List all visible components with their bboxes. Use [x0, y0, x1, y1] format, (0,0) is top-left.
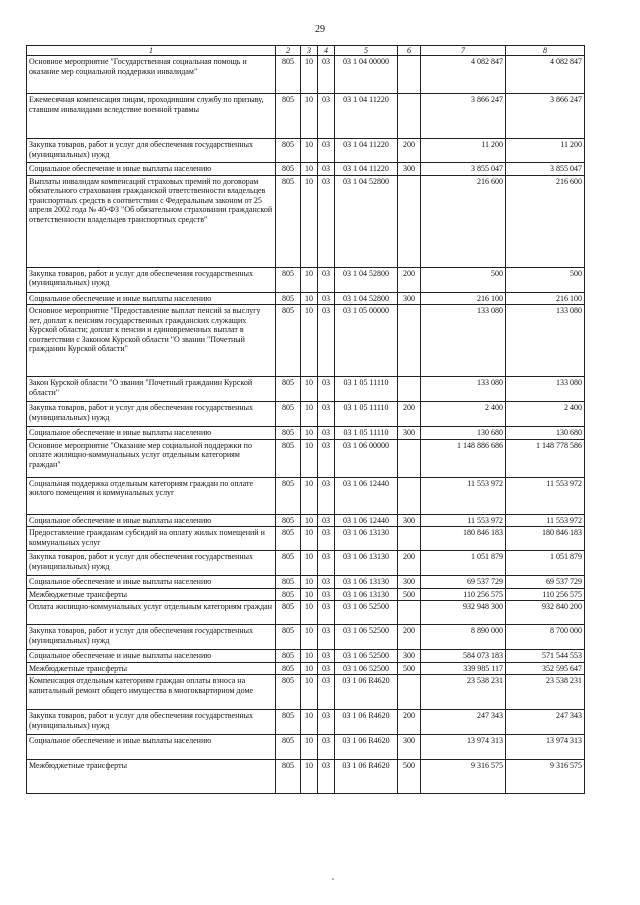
cell-target-article: 03 1 05 00000 — [335, 305, 398, 377]
cell-section: 10 — [301, 139, 318, 163]
cell-section: 10 — [301, 402, 318, 427]
cell-amount-2: 216 600 — [506, 175, 585, 267]
cell-amount-2: 352 595 647 — [506, 662, 585, 675]
cell-expense-type: 300 — [398, 163, 421, 176]
cell-expense-type — [398, 527, 421, 551]
cell-subsection: 03 — [318, 514, 335, 527]
cell-target-article: 03 1 06 52500 — [335, 650, 398, 663]
cell-amount-2: 571 544 553 — [506, 650, 585, 663]
cell-target-article: 03 1 06 13130 — [335, 576, 398, 589]
cell-amount-1: 339 985 117 — [421, 662, 506, 675]
cell-expense-type: 300 — [398, 292, 421, 305]
cell-target-article: 03 1 06 00000 — [335, 439, 398, 477]
table-row — [27, 56, 585, 94]
cell-target-article: 03 1 05 11110 — [335, 402, 398, 427]
column-header: 3 — [301, 46, 318, 56]
cell-target-article: 03 1 06 12440 — [335, 477, 398, 514]
cell-ved: 805 — [276, 710, 301, 735]
table-row — [27, 439, 585, 477]
cell-amount-1: 9 316 575 — [421, 760, 506, 794]
cell-amount-1: 1 148 886 686 — [421, 439, 506, 477]
column-header: 7 — [421, 46, 506, 56]
column-header: 8 — [506, 46, 585, 56]
table-row — [27, 292, 585, 305]
cell-amount-2: 133 080 — [506, 377, 585, 402]
cell-amount-2: 11 200 — [506, 139, 585, 163]
cell-amount-1: 1 051 879 — [421, 551, 506, 576]
cell-subsection: 03 — [318, 139, 335, 163]
cell-amount-2: 110 256 575 — [506, 588, 585, 601]
cell-section: 10 — [301, 601, 318, 625]
cell-target-article: 03 1 06 13130 — [335, 588, 398, 601]
cell-amount-2: 130 680 — [506, 427, 585, 440]
row-name: Компенсация отдельным категориям граждан оплаты взноса на капитальный ремонт общего имущества в многоквартирном доме — [27, 675, 276, 710]
cell-ved: 805 — [276, 601, 301, 625]
cell-amount-1: 8 890 000 — [421, 625, 506, 650]
cell-ved: 805 — [276, 477, 301, 514]
row-name: Закупка товаров, работ и услуг для обеспечения государственных (муниципальных) нужд — [27, 402, 276, 427]
column-header: 1 — [27, 46, 276, 56]
cell-expense-type: 200 — [398, 625, 421, 650]
cell-amount-1: 932 948 300 — [421, 601, 506, 625]
table-row — [27, 427, 585, 440]
cell-target-article: 03 1 06 52500 — [335, 601, 398, 625]
cell-expense-type — [398, 675, 421, 710]
cell-amount-1: 13 974 313 — [421, 735, 506, 760]
cell-amount-2: 1 051 879 — [506, 551, 585, 576]
cell-section: 10 — [301, 292, 318, 305]
cell-target-article: 03 1 06 12440 — [335, 514, 398, 527]
row-name: Социальная поддержка отдельным категориям граждан по оплате жилого помещения и коммунальных услуг — [27, 477, 276, 514]
cell-expense-type — [398, 439, 421, 477]
table-row — [27, 139, 585, 163]
cell-ved: 805 — [276, 625, 301, 650]
table-row — [27, 305, 585, 377]
cell-subsection: 03 — [318, 662, 335, 675]
cell-amount-1: 133 080 — [421, 377, 506, 402]
row-name: Основное мероприятие "Предоставление выплат пенсий за выслугу лет, доплат к пенсиям государственных гражданских служащих Курской области; доплат к пенсии и единовременных выплат в соответствии с Законом Курской области "О звании "Почетный гражданин Курской области" — [27, 305, 276, 377]
row-name: Межбюджетные трансферты — [27, 662, 276, 675]
cell-subsection: 03 — [318, 427, 335, 440]
cell-amount-2: 13 974 313 — [506, 735, 585, 760]
cell-amount-2: 3 855 047 — [506, 163, 585, 176]
cell-ved: 805 — [276, 427, 301, 440]
table-row — [27, 760, 585, 794]
cell-amount-2: 2 400 — [506, 402, 585, 427]
cell-expense-type — [398, 377, 421, 402]
table-row — [27, 402, 585, 427]
cell-target-article: 03 1 05 11110 — [335, 427, 398, 440]
table-row — [27, 175, 585, 267]
cell-subsection: 03 — [318, 477, 335, 514]
cell-subsection: 03 — [318, 94, 335, 139]
cell-section: 10 — [301, 527, 318, 551]
cell-amount-2: 4 082 847 — [506, 56, 585, 94]
page-number: 29 — [315, 24, 325, 35]
cell-subsection: 03 — [318, 305, 335, 377]
scan-speck — [332, 878, 334, 880]
cell-target-article: 03 1 04 00000 — [335, 56, 398, 94]
cell-ved: 805 — [276, 305, 301, 377]
cell-subsection: 03 — [318, 675, 335, 710]
table-row — [27, 527, 585, 551]
cell-target-article: 03 1 06 R4620 — [335, 735, 398, 760]
cell-amount-1: 2 400 — [421, 402, 506, 427]
cell-target-article: 03 1 04 11220 — [335, 163, 398, 176]
table-row — [27, 267, 585, 292]
cell-subsection: 03 — [318, 292, 335, 305]
cell-section: 10 — [301, 267, 318, 292]
cell-amount-1: 3 866 247 — [421, 94, 506, 139]
row-name: Социальное обеспечение и иные выплаты населению — [27, 292, 276, 305]
cell-ved: 805 — [276, 514, 301, 527]
row-name: Закупка товаров, работ и услуг для обеспечения государственных (муниципальных) нужд — [27, 710, 276, 735]
cell-subsection: 03 — [318, 625, 335, 650]
cell-expense-type — [398, 477, 421, 514]
row-name: Социальное обеспечение и иные выплаты населению — [27, 427, 276, 440]
cell-subsection: 03 — [318, 402, 335, 427]
cell-subsection: 03 — [318, 710, 335, 735]
cell-amount-1: 69 537 729 — [421, 576, 506, 589]
cell-amount-1: 130 680 — [421, 427, 506, 440]
cell-section: 10 — [301, 94, 318, 139]
cell-target-article: 03 1 06 52500 — [335, 662, 398, 675]
cell-section: 10 — [301, 735, 318, 760]
cell-expense-type: 500 — [398, 588, 421, 601]
table-row — [27, 588, 585, 601]
cell-amount-2: 69 537 729 — [506, 576, 585, 589]
cell-expense-type: 300 — [398, 576, 421, 589]
cell-amount-1: 247 343 — [421, 710, 506, 735]
row-name: Межбюджетные трансферты — [27, 760, 276, 794]
cell-section: 10 — [301, 625, 318, 650]
cell-ved: 805 — [276, 588, 301, 601]
row-name: Социальное обеспечение и иные выплаты населению — [27, 163, 276, 176]
cell-expense-type: 500 — [398, 662, 421, 675]
column-number-row — [27, 46, 585, 56]
cell-amount-1: 500 — [421, 267, 506, 292]
cell-amount-1: 23 538 231 — [421, 675, 506, 710]
cell-amount-2: 216 100 — [506, 292, 585, 305]
budget-table — [26, 45, 585, 794]
cell-ved: 805 — [276, 94, 301, 139]
cell-expense-type: 500 — [398, 760, 421, 794]
table-row — [27, 551, 585, 576]
cell-target-article: 03 1 06 R4620 — [335, 675, 398, 710]
cell-subsection: 03 — [318, 377, 335, 402]
table-row — [27, 477, 585, 514]
cell-section: 10 — [301, 650, 318, 663]
cell-amount-2: 247 343 — [506, 710, 585, 735]
cell-expense-type: 200 — [398, 710, 421, 735]
cell-section: 10 — [301, 175, 318, 267]
column-header: 4 — [318, 46, 335, 56]
table-row — [27, 625, 585, 650]
cell-ved: 805 — [276, 163, 301, 176]
cell-ved: 805 — [276, 377, 301, 402]
cell-section: 10 — [301, 305, 318, 377]
cell-ved: 805 — [276, 175, 301, 267]
cell-expense-type — [398, 94, 421, 139]
row-name: Межбюджетные трансферты — [27, 588, 276, 601]
cell-section: 10 — [301, 514, 318, 527]
row-name: Ежемесячная компенсация лицам, проходившим службу по призыву, ставшим инвалидами вследствие военной травмы — [27, 94, 276, 139]
cell-section: 10 — [301, 576, 318, 589]
cell-amount-1: 584 073 183 — [421, 650, 506, 663]
cell-section: 10 — [301, 56, 318, 94]
cell-expense-type: 200 — [398, 402, 421, 427]
row-name: Основное мероприятие "Государственная социальная помощь и оказание мер социальной поддержки инвалидам" — [27, 56, 276, 94]
cell-section: 10 — [301, 760, 318, 794]
cell-target-article: 03 1 04 11220 — [335, 94, 398, 139]
cell-amount-1: 216 100 — [421, 292, 506, 305]
cell-ved: 805 — [276, 662, 301, 675]
row-name: Социальное обеспечение и иные выплаты населению — [27, 650, 276, 663]
cell-target-article: 03 1 06 13130 — [335, 527, 398, 551]
cell-subsection: 03 — [318, 551, 335, 576]
cell-ved: 805 — [276, 402, 301, 427]
cell-subsection: 03 — [318, 56, 335, 94]
cell-amount-1: 3 855 047 — [421, 163, 506, 176]
cell-amount-1: 216 600 — [421, 175, 506, 267]
row-name: Социальное обеспечение и иные выплаты населению — [27, 514, 276, 527]
cell-section: 10 — [301, 377, 318, 402]
cell-subsection: 03 — [318, 439, 335, 477]
cell-expense-type: 200 — [398, 551, 421, 576]
cell-ved: 805 — [276, 439, 301, 477]
row-name: Закупка товаров, работ и услуг для обеспечения государственных (муниципальных) нужд — [27, 625, 276, 650]
cell-expense-type: 300 — [398, 427, 421, 440]
cell-amount-1: 133 080 — [421, 305, 506, 377]
table-row — [27, 377, 585, 402]
cell-expense-type: 200 — [398, 139, 421, 163]
cell-expense-type: 300 — [398, 650, 421, 663]
cell-ved: 805 — [276, 527, 301, 551]
cell-amount-2: 11 553 972 — [506, 477, 585, 514]
column-header: 2 — [276, 46, 301, 56]
cell-subsection: 03 — [318, 576, 335, 589]
table-row — [27, 675, 585, 710]
cell-expense-type — [398, 305, 421, 377]
cell-amount-2: 180 846 183 — [506, 527, 585, 551]
cell-ved: 805 — [276, 139, 301, 163]
cell-ved: 805 — [276, 650, 301, 663]
cell-amount-1: 110 256 575 — [421, 588, 506, 601]
cell-section: 10 — [301, 427, 318, 440]
cell-amount-2: 3 866 247 — [506, 94, 585, 139]
row-name: Оплата жилищно-коммунальных услуг отдельным категориям граждан — [27, 601, 276, 625]
table-row — [27, 601, 585, 625]
row-name: Выплаты инвалидам компенсаций страховых премий по договорам обязательного страхования гражданской ответственности владельцев транспортных средств в соответствии с Федеральным законом от 25 апреля 2002 года № 40-ФЗ "Об обязательном страховании гражданской ответственности владельцев транспортных средств" — [27, 175, 276, 267]
table-row — [27, 650, 585, 663]
cell-target-article: 03 1 04 52800 — [335, 267, 398, 292]
cell-subsection: 03 — [318, 760, 335, 794]
cell-amount-1: 11 553 972 — [421, 477, 506, 514]
cell-target-article: 03 1 05 11110 — [335, 377, 398, 402]
cell-amount-1: 4 082 847 — [421, 56, 506, 94]
cell-amount-2: 9 316 575 — [506, 760, 585, 794]
cell-target-article: 03 1 04 11220 — [335, 139, 398, 163]
row-name: Закупка товаров, работ и услуг для обеспечения государственных (муниципальных) нужд — [27, 139, 276, 163]
cell-amount-2: 932 840 200 — [506, 601, 585, 625]
cell-expense-type: 300 — [398, 735, 421, 760]
cell-amount-1: 180 846 183 — [421, 527, 506, 551]
row-name: Закупка товаров, работ и услуг для обеспечения государственных (муниципальных) нужд — [27, 551, 276, 576]
table-row — [27, 735, 585, 760]
cell-ved: 805 — [276, 735, 301, 760]
cell-amount-2: 1 148 778 586 — [506, 439, 585, 477]
cell-subsection: 03 — [318, 527, 335, 551]
cell-ved: 805 — [276, 56, 301, 94]
table-row — [27, 710, 585, 735]
row-name: Предоставление гражданам субсидий на оплату жилых помещений и коммунальных услуг — [27, 527, 276, 551]
cell-ved: 805 — [276, 675, 301, 710]
table-row — [27, 576, 585, 589]
cell-amount-2: 500 — [506, 267, 585, 292]
cell-expense-type — [398, 56, 421, 94]
cell-ved: 805 — [276, 576, 301, 589]
cell-subsection: 03 — [318, 588, 335, 601]
cell-target-article: 03 1 04 52800 — [335, 292, 398, 305]
row-name: Закупка товаров, работ и услуг для обеспечения государственных (муниципальных) нужд — [27, 267, 276, 292]
cell-target-article: 03 1 06 R4620 — [335, 710, 398, 735]
cell-expense-type — [398, 601, 421, 625]
table-row — [27, 662, 585, 675]
cell-section: 10 — [301, 551, 318, 576]
column-header: 6 — [398, 46, 421, 56]
table-row — [27, 514, 585, 527]
cell-expense-type: 300 — [398, 514, 421, 527]
cell-target-article: 03 1 06 52500 — [335, 625, 398, 650]
cell-amount-2: 11 553 972 — [506, 514, 585, 527]
cell-section: 10 — [301, 710, 318, 735]
cell-section: 10 — [301, 163, 318, 176]
row-name: Основное мероприятие "Оказание мер социальной поддержки по оплате жилищно-коммунальных услуг отдельным категориям граждан" — [27, 439, 276, 477]
cell-subsection: 03 — [318, 650, 335, 663]
cell-ved: 805 — [276, 551, 301, 576]
table-body — [27, 56, 585, 794]
cell-section: 10 — [301, 588, 318, 601]
cell-expense-type: 200 — [398, 267, 421, 292]
cell-amount-2: 23 538 231 — [506, 675, 585, 710]
cell-subsection: 03 — [318, 735, 335, 760]
cell-expense-type — [398, 175, 421, 267]
cell-target-article: 03 1 06 13130 — [335, 551, 398, 576]
table-row — [27, 94, 585, 139]
cell-target-article: 03 1 06 R4620 — [335, 760, 398, 794]
cell-ved: 805 — [276, 292, 301, 305]
cell-section: 10 — [301, 439, 318, 477]
cell-amount-1: 11 553 972 — [421, 514, 506, 527]
cell-ved: 805 — [276, 760, 301, 794]
cell-subsection: 03 — [318, 601, 335, 625]
cell-section: 10 — [301, 477, 318, 514]
row-name: Социальное обеспечение и иные выплаты населению — [27, 576, 276, 589]
table-row — [27, 163, 585, 176]
cell-subsection: 03 — [318, 267, 335, 292]
cell-subsection: 03 — [318, 175, 335, 267]
cell-amount-2: 133 080 — [506, 305, 585, 377]
cell-section: 10 — [301, 662, 318, 675]
cell-ved: 805 — [276, 267, 301, 292]
cell-amount-2: 8 700 000 — [506, 625, 585, 650]
cell-subsection: 03 — [318, 163, 335, 176]
cell-section: 10 — [301, 675, 318, 710]
row-name: Закон Курской области "О звании "Почетный гражданин Курской области" — [27, 377, 276, 402]
cell-target-article: 03 1 04 52800 — [335, 175, 398, 267]
row-name: Социальное обеспечение и иные выплаты населению — [27, 735, 276, 760]
column-header: 5 — [335, 46, 398, 56]
cell-amount-1: 11 200 — [421, 139, 506, 163]
